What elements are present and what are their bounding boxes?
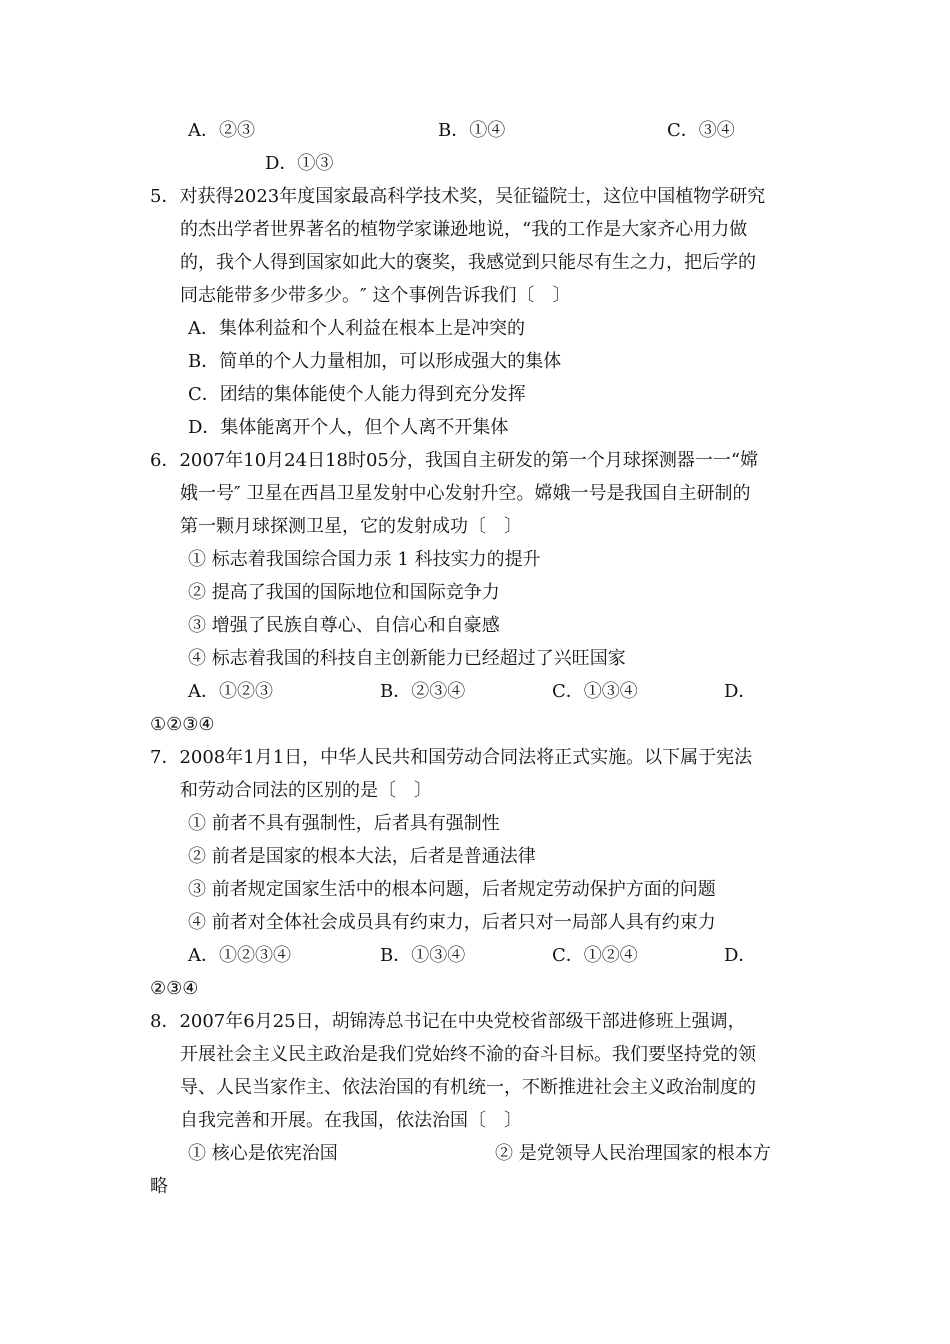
q5-option-c: C．团结的集体能使个人能力得到充分发挥 (188, 384, 526, 405)
q6-option-c: C．①③④ (552, 681, 638, 702)
q5-stem-line-3: 的，我个人得到国家如此大的褒奖，我感觉到只能尽有生之力，把后学的 (180, 252, 756, 273)
q6-option-d-value: ①②③④ (150, 714, 215, 735)
q6-option-d: D． (724, 681, 757, 702)
q5-option-a: A．集体利益和个人利益在根本上是冲突的 (188, 318, 525, 339)
q8-item-2: ② 是党领导人民治理国家的根本方 (495, 1143, 771, 1164)
q5-option-b: B．简单的个人力量相加，可以形成强大的集体 (188, 351, 562, 372)
q7-item-2: ② 前者是国家的根本大法，后者是普通法律 (188, 846, 536, 867)
q6-item-3: ③ 增强了民族自尊心、自信心和自豪感 (188, 615, 500, 636)
q7-stem-line-1: 7．2008年1月1日，中华人民共和国劳动合同法将正式实施。以下属于宪法 (150, 747, 753, 768)
q4-option-a: A．②③ (188, 120, 255, 141)
q7-option-c: C．①②④ (552, 945, 638, 966)
q6-item-1: ① 标志着我国综合国力汞 1 科技实力的提升 (188, 549, 541, 570)
q4-option-c: C．③④ (667, 120, 735, 141)
q5-stem-line-4: 同志能带多少带多少。″ 这个事例告诉我们〔 〕 (180, 285, 571, 306)
q8-item-1: ① 核心是依宪治国 (188, 1143, 338, 1164)
q6-stem-line-3: 第一颗月球探测卫星，它的发射成功〔 〕 (180, 516, 522, 537)
q4-option-b: B．①④ (438, 120, 506, 141)
q6-stem-line-1: 6．2007年10月24日18时05分，我国自主研发的第一个月球探测器一一“嫦 (150, 450, 759, 471)
q5-stem-line-2: 的杰出学者世界著名的植物学家谦逊地说，“我的工作是大家齐心用力做 (180, 219, 748, 240)
q6-stem-line-2: 娥一号″ 卫星在西昌卫星发射中心发射升空。嫦娥一号是我国自主研制的 (180, 483, 751, 504)
q6-item-2: ② 提高了我国的国际地位和国际竞争力 (188, 582, 500, 603)
q7-item-4: ④ 前者对全体社会成员具有约束力，后者只对一局部人具有约束力 (188, 912, 716, 933)
q5-option-d: D．集体能离开个人，但个人离不开集体 (188, 417, 509, 438)
q8-stem-line-4: 自我完善和开展。在我国，依法治国〔 〕 (180, 1110, 522, 1131)
q8-item-2-continuation: 略 (150, 1176, 168, 1197)
q7-option-b: B．①③④ (380, 945, 466, 966)
q8-stem-line-1: 8．2007年6月25日，胡锦涛总书记在中央党校省部级干部进修班上强调， (150, 1011, 746, 1032)
q7-option-d: D． (724, 945, 757, 966)
q6-option-a: A．①②③ (188, 681, 273, 702)
q6-option-b: B．②③④ (380, 681, 466, 702)
q8-stem-line-3: 导、人民当家作主、依法治国的有机统一，不断推进社会主义政治制度的 (180, 1077, 756, 1098)
q6-item-4: ④ 标志着我国的科技自主创新能力已经超过了兴旺国家 (188, 648, 626, 669)
q4-option-d: D．①③ (265, 153, 334, 174)
q8-stem-line-2: 开展社会主义民主政治是我们党始终不渝的奋斗目标。我们要坚持党的领 (180, 1044, 756, 1065)
q7-item-1: ① 前者不具有强制性，后者具有强制性 (188, 813, 500, 834)
q5-stem-line-1: 5．对获得2023年度国家最高科学技术奖，吴征镒院士，这位中国植物学研究 (150, 186, 766, 207)
q7-option-d-value: ②③④ (150, 978, 199, 999)
q7-item-3: ③ 前者规定国家生活中的根本问题，后者规定劳动保护方面的问题 (188, 879, 716, 900)
q7-option-a: A．①②③④ (188, 945, 291, 966)
q7-stem-line-2: 和劳动合同法的区别的是〔 〕 (180, 780, 432, 801)
